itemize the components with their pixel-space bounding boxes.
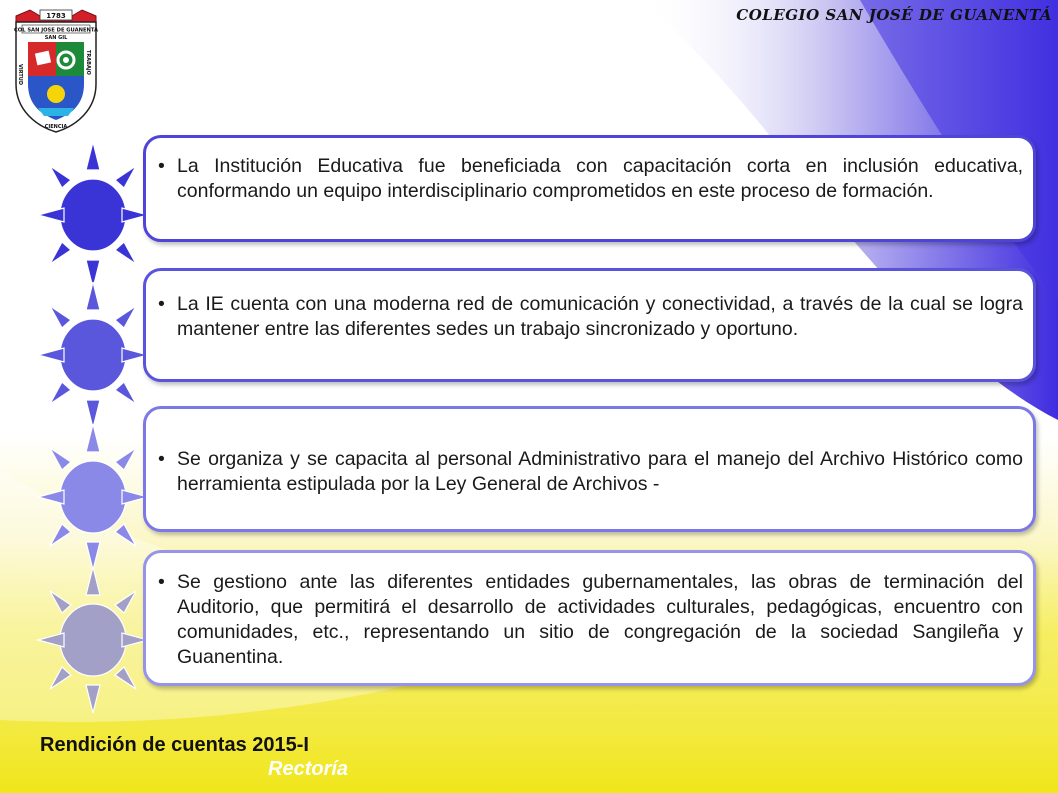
list-item-text: • La Institución Educativa fue beneficiada con capacitación corta en inclusión educativa, conformando un equipo interdisciplinario comprometidos en este proceso de formación. [146,154,1033,204]
svg-text:TRABAJO: TRABAJO [85,50,91,75]
sun-icon [36,140,150,290]
sun-icon [36,422,150,572]
school-crest-logo [10,8,102,136]
list-item [143,268,1036,382]
sun-icon [36,565,150,715]
svg-text:COL SAN JOSE DE GUANENTA: COL SAN JOSE DE GUANENTA [13,27,99,34]
list-item [143,135,1036,242]
list-item [143,550,1036,686]
list-item-text: • Se organiza y se capacita al personal Administrativo para el manejo del Archivo Histórico como herramienta estipulada por la Ley General de Archivos - [146,447,1033,497]
svg-text:SAN GIL: SAN GIL [44,35,68,41]
list-item [143,406,1036,532]
svg-text:VIRTUD: VIRTUD [17,64,23,85]
svg-text:CIENCIA: CIENCIA [44,124,68,130]
footer-subtitle: Rectoría [268,758,349,780]
svg-text:1783: 1783 [46,12,66,20]
footer-title: Rendición de cuentas 2015-I [40,734,309,756]
sun-icon [36,280,150,430]
list-item-text: • Se gestiono ante las diferentes entidades gubernamentales, las obras de terminación del Auditorio, que permitirá el desarrollo de actividades culturales, pedagógicas, encuentro con comunidades, etc., representando un sitio de congregación de la sociedad Sangileña y Guanentina. [146,570,1033,670]
list-item-text: • La IE cuenta con una moderna red de comunicación y conectividad, a través de la cual se logra mantener entre las diferentes sedes un trabajo sincronizado y oportuno. [146,292,1033,342]
school-title: COLEGIO SAN JOSÉ DE GUANENTÁ [736,6,1052,24]
